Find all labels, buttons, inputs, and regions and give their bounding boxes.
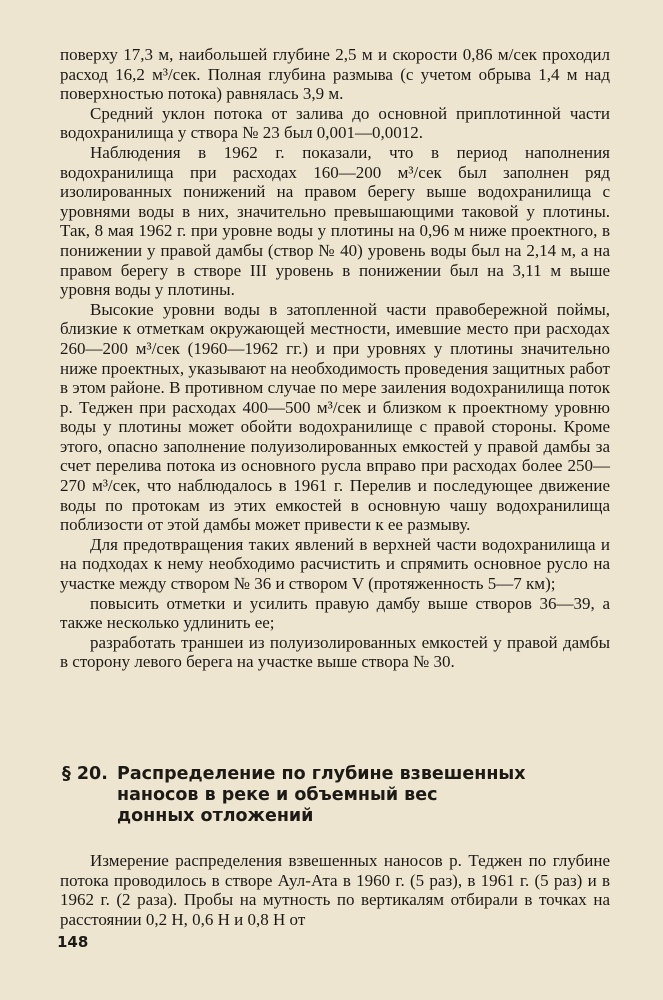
paragraph-3: Наблюдения в 1962 г. показали, что в период наполнения водохранилища при расходах 160—200 м³/сек был заполнен ряд изолированных понижений на правом берегу выше водохранилища с уровнями воды в них, значительно превышающими таковой у плотины. Так, 8 мая 1962 г. при уровне воды у плотины на 0,96 м ниже проектного, в понижении у правой дамбы (створ № 40) уровень воды был на 2,14 м, а на правом берегу в створе III уровень в понижении был на 3,11 м выше уровня воды у плотины. [60,142,610,300]
section-title-line-3: донных отложений [117,806,314,826]
paragraph-4: Высокие уровни воды в затопленной части правобережной поймы, близкие к отметкам окружающей местности, имевшие место при расходах 260—200 м³/сек (1960—1962 гг.) и при уровнях у плотины значительно ниже проектных, указывают на необходимость проведения защитных работ в этом районе. В противном случае по мере заиления водохранилища поток р. Теджен при расходах 400—500 м³/сек и близком к проектному уровню воды у плотины может обойти водохранилище с правой стороны. Кроме этого, опасно заполнение полуизолированных емкостей у правой дамбы за счет перелива потока из основного русла вправо при расходах более 250—270 м³/сек, что наблюдалось в 1961 г. Перелив и последующее движение воды по протокам из этих емкостей в основную чашу водохранилища поблизости от этой дамбы может привести к ее размыву. [60,299,610,535]
paragraph-7: разработать траншеи из полуизолированных емкостей у правой дамбы в сторону левого берега на участке выше створа № 30. [60,632,610,672]
paragraph-5: Для предотвращения таких явлений в верхней части водохранилища и на подходах к нему необходимо расчистить и спрямить основное русло на участке между створом № 36 и створом V (протяженность 5—7 км); [60,534,610,594]
paragraph-2: Средний уклон потока от залива до основной приплотинной части водохранилища у створа № 23 был 0,001—0,0012. [60,103,610,143]
paragraph-6: повысить отметки и усилить правую дамбу выше створов 36—39, а также несколько удлинить ее; [60,593,610,633]
page-number: 148 [57,933,89,951]
section-number: § 20. [62,764,108,784]
paragraph-1: поверху 17,3 м, наибольшей глубине 2,5 м и скорости 0,86 м/сек проходил расход 16,2 м³/сек. Полная глубина размыва (с учетом обрыва 1,4 м над поверхностью потока) равнялась 3,9 м. [60,45,610,104]
section-title-line-2: наносов в реке и объемный вес [117,785,438,805]
section-paragraph: Измерение распределения взвешенных наносов р. Теджен по глубине потока проводилось в створе Аул-Ата в 1960 г. (5 раз), в 1961 г. (5 раз) и в 1962 г. (2 раза). Пробы на мутность по вертикалям отбирали в точках на расстоянии 0,2 H, 0,6 H и 0,8 H от [60,851,610,929]
section-title-line-1: Распределение по глубине взвешенных [117,764,526,784]
body-text [60,45,610,672]
section-heading [62,764,622,827]
section-body [60,851,610,929]
